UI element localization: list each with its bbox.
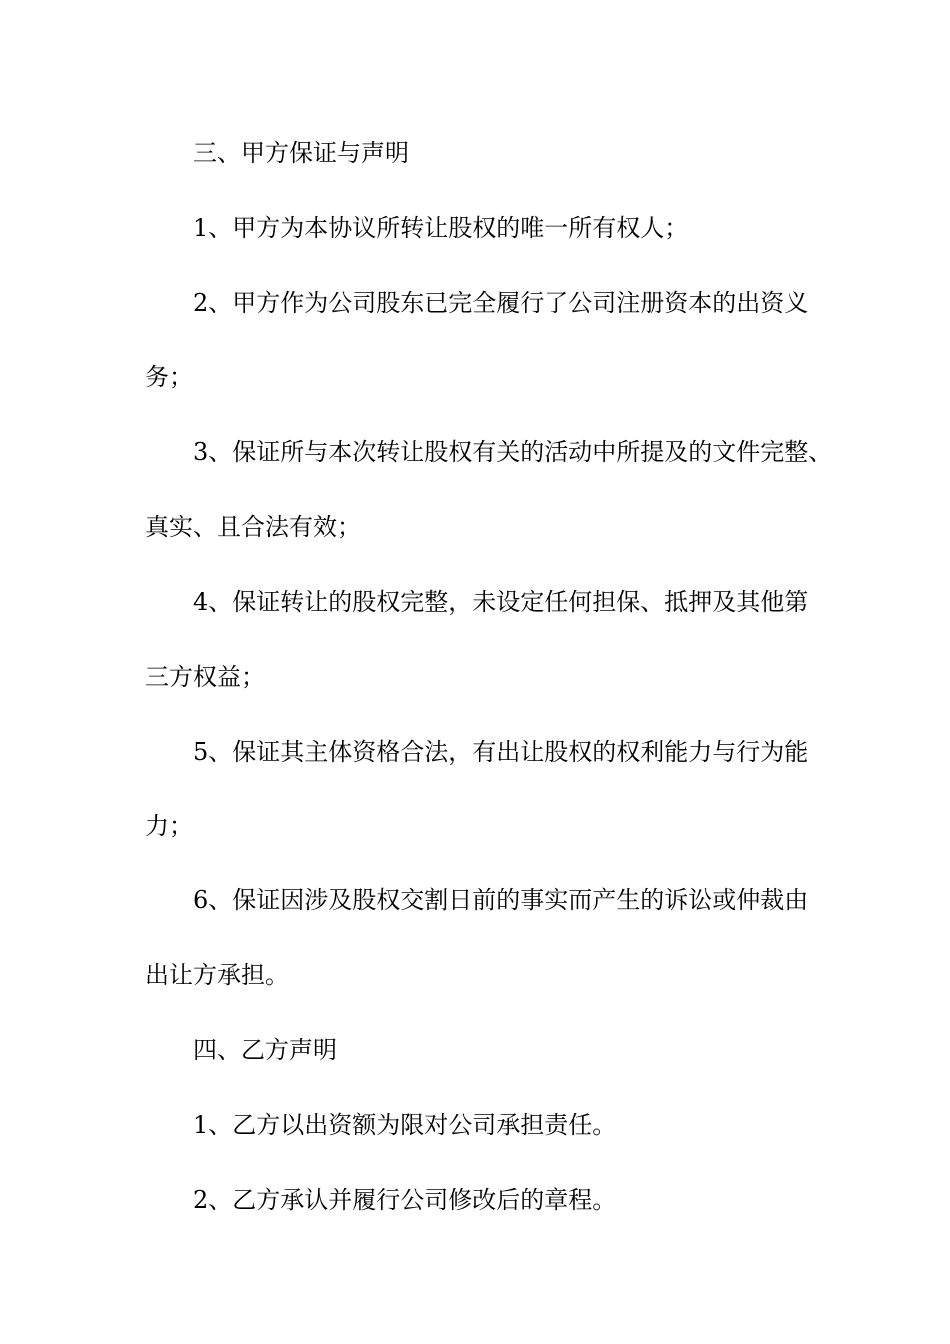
clause-3-3-continued: 真实、且合法有效； [145,513,361,541]
clause-3-6: 6、保证因涉及股权交割日前的事实而产生的诉讼或仲裁由 [193,886,809,914]
clause-4-1: 1、乙方以出资额为限对公司承担责任。 [193,1111,617,1139]
section-heading-4: 四、乙方声明 [193,1036,337,1064]
clause-3-5-continued: 力； [145,812,193,840]
clause-4-2: 2、乙方承认并履行公司修改后的章程。 [193,1186,617,1214]
clause-3-4: 4、保证转让的股权完整，未设定任何担保、抵押及其他第 [193,588,809,616]
section-heading-3: 三、甲方保证与声明 [193,139,409,167]
clause-3-6-continued: 出让方承担。 [145,961,289,989]
clause-3-2: 2、甲方作为公司股东已完全履行了公司注册资本的出资义 [193,289,809,317]
clause-3-2-continued: 务； [145,363,193,391]
clause-3-4-continued: 三方权益； [145,663,265,691]
clause-3-1: 1、甲方为本协议所转让股权的唯一所有权人； [193,214,689,242]
clause-3-5: 5、保证其主体资格合法，有出让股权的权利能力与行为能 [193,738,809,766]
clause-3-3: 3、保证所与本次转让股权有关的活动中所提及的文件完整、 [193,438,833,466]
